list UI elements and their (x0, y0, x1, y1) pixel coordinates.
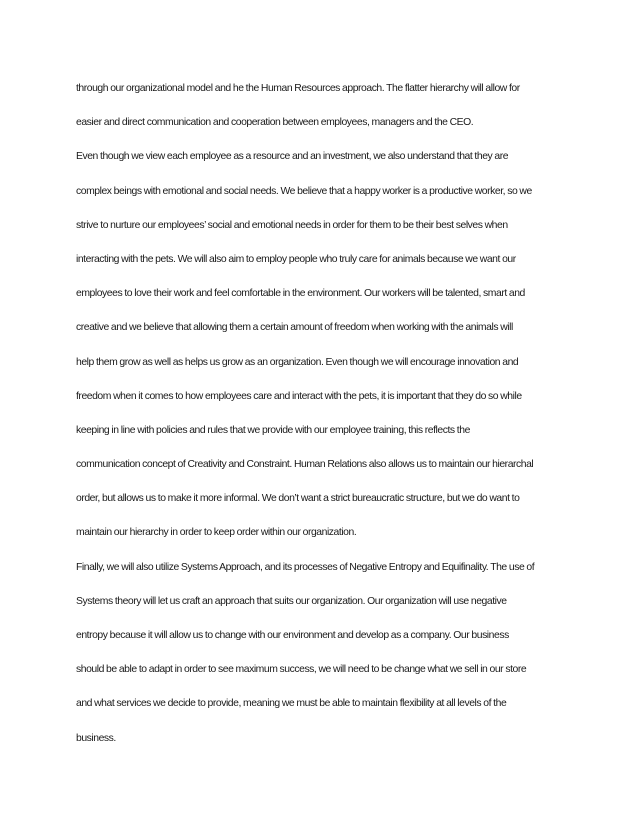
text-line: should be able to adapt in order to see maximum success, we will need to be change what we sell in our store (76, 664, 527, 676)
text-line: business. (76, 732, 116, 744)
text-line: creative and we believe that allowing them a certain amount of freedom when working with the animals will (76, 322, 513, 334)
text-line: and what services we decide to provide, meaning we must be able to maintain flexibility at all levels of the (76, 698, 507, 710)
text-line: strive to nurture our employees’ social and emotional needs in order for them to be their best selves when (76, 219, 508, 231)
text-line: maintain our hierarchy in order to keep order within our organization. (76, 527, 357, 539)
text-line: keeping in line with policies and rules that we provide with our employee training, this reflects the (76, 424, 470, 436)
text-line: communication concept of Creativity and Constraint. Human Relations also allows us to maintain our hierarchal (76, 459, 534, 471)
text-line: Finally, we will also utilize Systems Approach, and its processes of Negative Entropy and Equifinality. The use of (76, 561, 535, 573)
text-line: entropy because it will allow us to change with our environment and develop as a company. Our business (76, 630, 509, 641)
text-line: through our organizational model and he the Human Resources approach. The flatter hierarchy will allow for (76, 83, 520, 94)
body-text (76, 72, 566, 756)
text-line: complex beings with emotional and social needs. We believe that a happy worker is a productive worker, so we (76, 185, 532, 197)
text-line: interacting with the pets. We will also aim to employ people who truly care for animals because we want our (76, 253, 516, 265)
text-line: freedom when it comes to how employees care and interact with the pets, it is important that they do so while (76, 390, 522, 402)
text-line: employees to love their work and feel comfortable in the environment. Our workers will be talented, smart and (76, 288, 525, 300)
text-line: order, but allows us to make it more informal. We don’t want a strict bureaucratic structure, but we do want to (76, 493, 520, 505)
text-line: easier and direct communication and cooperation between employees, managers and the CEO. (76, 117, 474, 129)
text-line: Even though we view each employee as a resource and an investment, we also understand that they are (76, 151, 509, 163)
text-line: Systems theory will let us craft an approach that suits our organization. Our organization will use negative (76, 595, 507, 607)
text-line: help them grow as well as helps us grow as an organization. Even though we will encourage innovation and (76, 356, 519, 368)
